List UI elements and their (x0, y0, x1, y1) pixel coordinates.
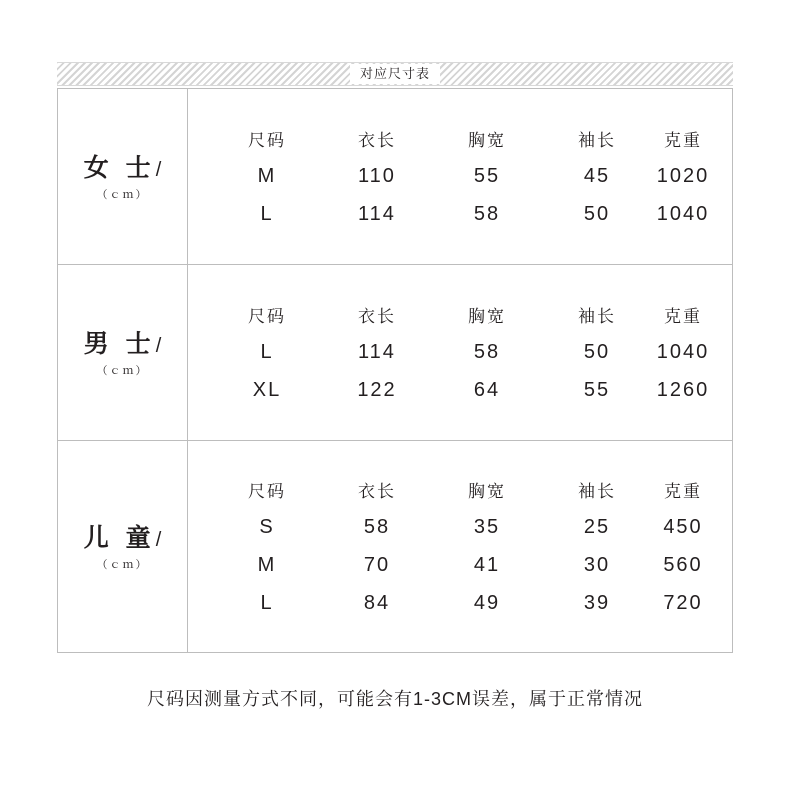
table-header-row (212, 296, 714, 334)
category-label-women: 女 士/ (83, 153, 162, 182)
cell-sleeve: 45 (583, 165, 611, 187)
cell-sleeve: 30 (583, 554, 611, 576)
cell-sleeve: 50 (583, 341, 611, 363)
data-cell-kids (188, 441, 732, 652)
cell-length: 70 (363, 554, 391, 576)
cell-chest: 55 (473, 165, 501, 187)
cell-chest: 64 (473, 379, 501, 401)
category-label-kids: 儿 童/ (83, 523, 162, 552)
table-row (212, 372, 714, 410)
page-title: 对应尺寸表 (350, 64, 440, 84)
cell-sleeve: 39 (583, 592, 611, 614)
category-slash: / (155, 528, 162, 551)
cell-chest: 35 (473, 516, 501, 538)
column-header-size: 尺码 (248, 307, 286, 326)
category-slash: / (155, 158, 162, 181)
column-header-weight: 克重 (664, 131, 702, 150)
cell-length: 58 (363, 516, 391, 538)
cell-weight: 1020 (656, 165, 710, 187)
cell-chest: 58 (473, 203, 501, 225)
cell-length: 122 (357, 379, 397, 401)
column-header-length: 衣长 (358, 307, 396, 326)
table-row (212, 547, 714, 585)
data-cell-men (188, 265, 732, 440)
chart-title-banner (57, 62, 733, 86)
column-header-sleeve: 袖长 (578, 482, 616, 501)
table-row (212, 585, 714, 623)
column-header-chest: 胸宽 (468, 307, 506, 326)
section-kids (58, 441, 732, 652)
cell-length: 110 (358, 165, 396, 187)
measurement-disclaimer: 尺码因测量方式不同，可能会有1-3CM误差，属于正常情况 (146, 689, 643, 709)
cell-size: M (257, 554, 277, 576)
column-header-length: 衣长 (358, 482, 396, 501)
cell-chest: 58 (473, 341, 501, 363)
cell-sleeve: 50 (583, 203, 611, 225)
cell-size: L (260, 592, 274, 614)
cell-weight: 1040 (656, 341, 710, 363)
column-header-size: 尺码 (248, 482, 286, 501)
cell-length: 84 (363, 592, 391, 614)
column-header-weight: 克重 (664, 307, 702, 326)
cell-weight: 1260 (656, 379, 710, 401)
column-header-sleeve: 袖长 (578, 307, 616, 326)
table-header-row (212, 120, 714, 158)
cell-weight: 560 (663, 554, 703, 576)
cell-size: L (260, 203, 274, 225)
category-unit-kids: （ｃｍ） (96, 559, 149, 572)
table-row (212, 334, 714, 372)
section-women (58, 89, 732, 265)
column-header-sleeve: 袖长 (578, 131, 616, 150)
size-table (57, 88, 733, 653)
cell-chest: 49 (473, 592, 501, 614)
cell-weight: 1040 (656, 203, 710, 225)
category-cell-kids (58, 441, 188, 652)
category-label-men: 男 士/ (83, 329, 162, 358)
cell-size: L (260, 341, 274, 363)
section-men (58, 265, 732, 441)
category-cell-men (58, 265, 188, 440)
cell-size: XL (252, 379, 282, 401)
cell-length: 114 (358, 203, 396, 225)
cell-length: 114 (358, 341, 396, 363)
cell-chest: 41 (473, 554, 501, 576)
category-slash: / (155, 334, 162, 357)
table-row (212, 158, 714, 196)
column-header-length: 衣长 (358, 131, 396, 150)
cell-sleeve: 55 (583, 379, 611, 401)
column-header-size: 尺码 (248, 131, 286, 150)
column-header-chest: 胸宽 (468, 131, 506, 150)
cell-sleeve: 25 (583, 516, 611, 538)
cell-size: M (257, 165, 277, 187)
category-unit-women: （ｃｍ） (96, 189, 149, 202)
table-row (212, 196, 714, 234)
category-cell-women (58, 89, 188, 264)
cell-size: S (259, 516, 275, 538)
cell-weight: 720 (663, 592, 703, 614)
data-cell-women (188, 89, 732, 264)
table-header-row (212, 471, 714, 509)
table-row (212, 509, 714, 547)
category-unit-men: （ｃｍ） (96, 365, 149, 378)
column-header-chest: 胸宽 (468, 482, 506, 501)
column-header-weight: 克重 (664, 482, 702, 501)
cell-weight: 450 (663, 516, 703, 538)
